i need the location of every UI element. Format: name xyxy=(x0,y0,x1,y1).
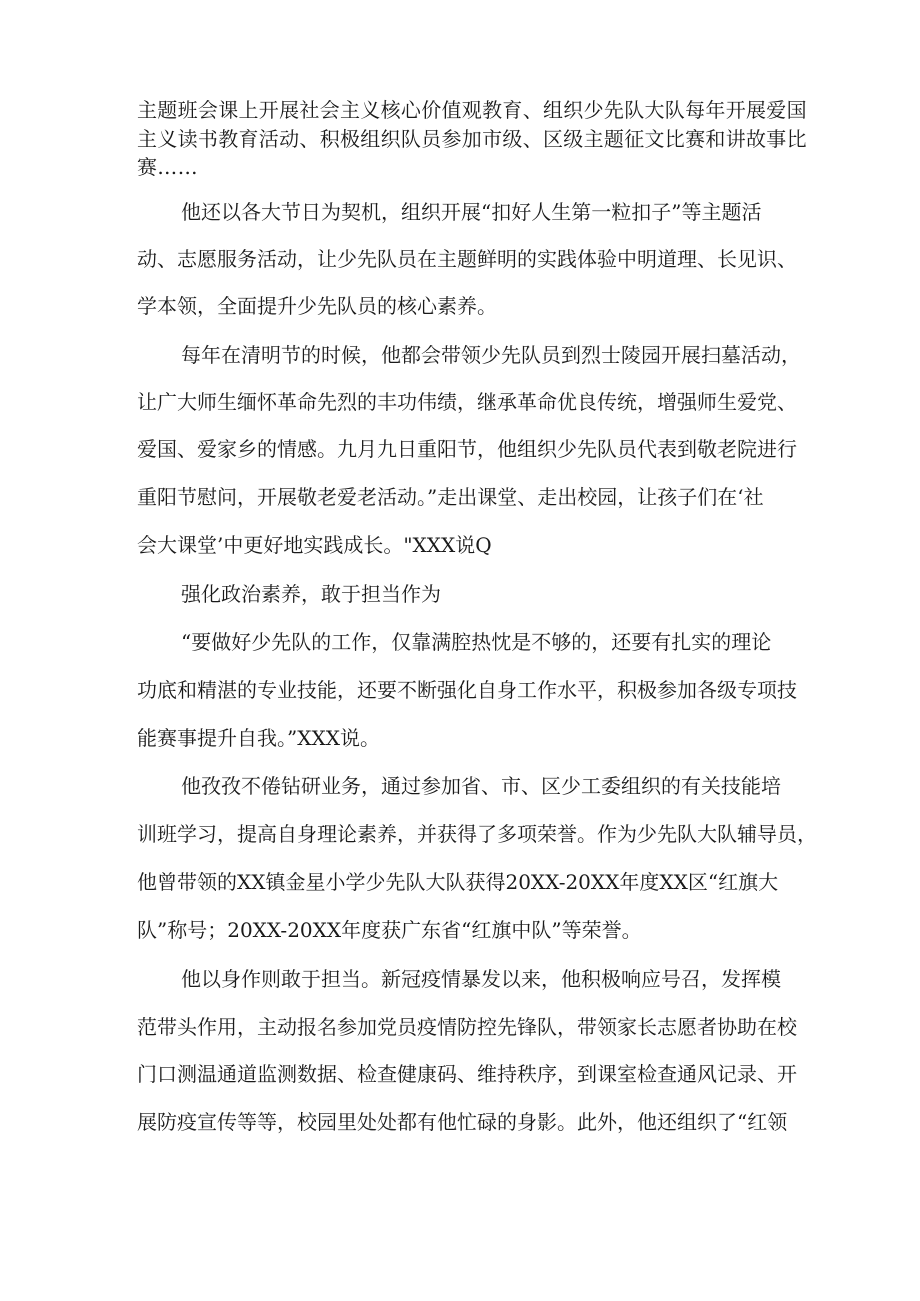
text-line: 主题班会课上开展社会主义核心价值观教育、组织少先队大队每年开展爱国 xyxy=(137,98,807,122)
text-line: 会大课堂’中更好地实践成长。"XXX说Q xyxy=(137,533,492,557)
text-line: 他曾带领的XX镇金星小学少先队大队获得20XX-20XX年度XX区“红旗大 xyxy=(137,870,779,894)
text-line: 他还以各大节日为契机，组织开展“扣好人生第一粒扣子”等主题活 xyxy=(181,200,762,224)
text-line: 队”称号；20XX-20XX年度获广东省“红旗中队”等荣誉。 xyxy=(137,918,642,942)
text-line: 赛…… xyxy=(137,155,198,179)
text-line: 每年在清明节的时候，他都会带领少先队员到烈士陵园开展扫墓活动， xyxy=(181,343,801,367)
text-line: “要做好少先队的工作，仅靠满腔热忱是不够的，还要有扎实的理论 xyxy=(181,630,772,654)
text-line: 功底和精湛的专业技能，还要不断强化自身工作水平，积极参加各级专项技 xyxy=(137,678,797,702)
text-line: 门口测温通道监测数据、检查健康码、维持秩序，到课室检查通风记录、开 xyxy=(137,1062,797,1086)
text-line: 他孜孜不倦钻研业务，通过参加省、市、区少工委组织的有关技能培 xyxy=(181,774,781,798)
section-heading: 强化政治素养，敢于担当作为 xyxy=(181,582,441,606)
text-line: 训班学习，提高自身理论素养，并获得了多项荣誉。作为少先队大队辅导员， xyxy=(137,822,817,846)
text-line: 主义读书教育活动、积极组织队员参加市级、区级主题征文比赛和讲故事比 xyxy=(137,127,807,151)
text-line: 让广大师生缅怀革命先烈的丰功伟绩，继承革命优良传统，增强师生爱党、 xyxy=(137,390,797,414)
text-line: 动、志愿服务活动，让少先队员在主题鲜明的实践体验中明道理、长见识、 xyxy=(137,247,797,271)
text-line: 他以身作则敢于担当。新冠疫情暴发以来，他积极响应号召，发挥模 xyxy=(181,967,781,991)
text-line: 爱国、爱家乡的情感。九月九日重阳节，他组织少先队员代表到敬老院进行 xyxy=(137,437,797,461)
text-line: 能赛事提升自我。”XXX说。 xyxy=(137,726,380,750)
text-line: 展防疫宣传等等，校园里处处都有他忙碌的身影。此外，他还组织了“红领 xyxy=(137,1110,788,1134)
text-line: 重阳节慰问，开展敬老爱老活动。”走出课堂、走出校园，让孩子们在‘社 xyxy=(137,485,764,509)
text-line: 学本领，全面提升少先队员的核心素养。 xyxy=(137,294,497,318)
text-line: 范带头作用，主动报名参加党员疫情防控先锋队，带领家长志愿者协助在校 xyxy=(137,1015,797,1039)
